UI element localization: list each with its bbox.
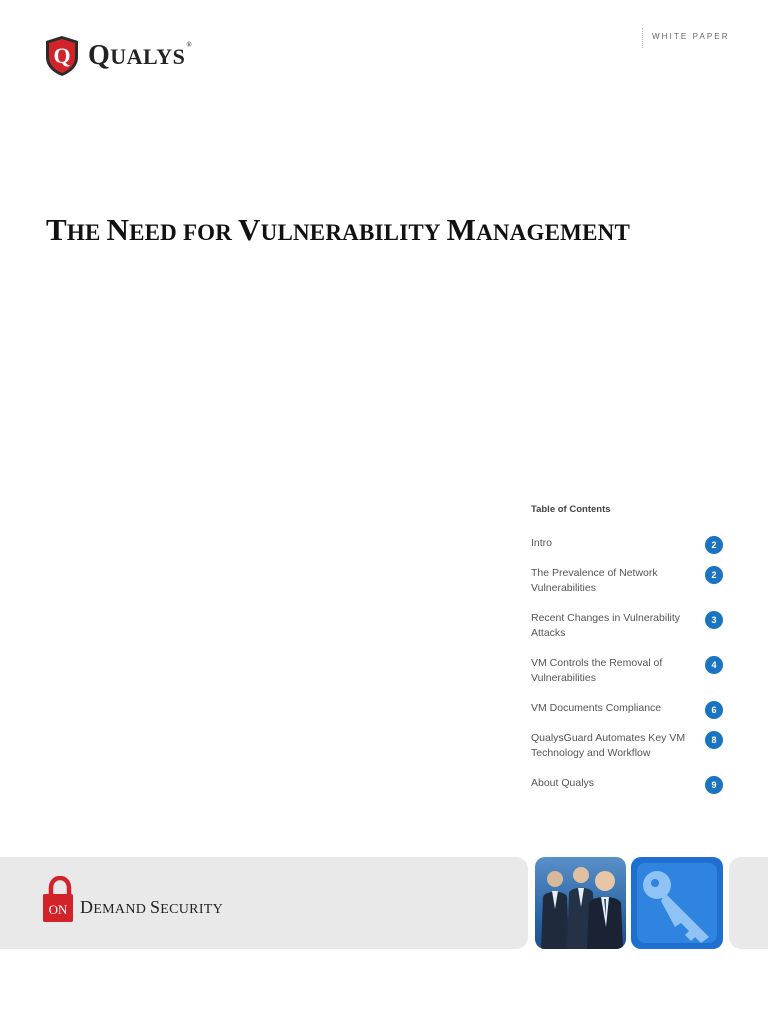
header-divider <box>642 28 643 48</box>
key-tile <box>631 857 723 949</box>
toc-item-label: Recent Changes in Vulnerability Attacks <box>531 612 681 639</box>
qualys-wordmark-rest: UALYS <box>110 44 186 69</box>
business-team-photo <box>535 857 626 949</box>
qualys-shield-letter: Q <box>53 43 71 68</box>
ods-cap: D <box>80 897 94 917</box>
title-word: EED <box>129 220 177 245</box>
toc-item-recent-changes[interactable] <box>531 611 723 656</box>
toc-item-intro[interactable] <box>531 536 723 566</box>
toc-heading: Table of Contents <box>531 504 611 515</box>
toc-page-badge: 2 <box>705 536 723 554</box>
title-cap: T <box>46 212 67 247</box>
white-paper-label: WHITE PAPER <box>652 32 730 41</box>
title-cap: V <box>238 212 261 247</box>
toc-page-badge: 8 <box>705 731 723 749</box>
toc-item-qualysguard[interactable] <box>531 731 723 776</box>
page-title <box>46 212 630 248</box>
toc-item-label: VM Controls the Removal of Vulnerabilities <box>531 657 663 684</box>
toc-item-label: About Qualys <box>531 777 595 789</box>
key-icon <box>631 857 723 949</box>
toc-item-vm-controls[interactable] <box>531 656 723 701</box>
ods-cap: S <box>149 897 161 917</box>
qualys-wordmark-initial: Q <box>88 40 111 71</box>
title-word: ANAGEMENT <box>476 220 630 245</box>
footer-band-end <box>729 857 768 949</box>
toc-item-prevalence[interactable] <box>531 566 723 611</box>
toc-item-label: Intro <box>531 537 553 549</box>
qualys-logo <box>44 35 192 77</box>
toc-page-badge: 3 <box>705 611 723 629</box>
on-demand-security-logo <box>42 876 223 924</box>
registered-mark: ® <box>186 41 193 49</box>
toc-list <box>531 536 723 806</box>
ods-word: EMAND <box>93 902 147 917</box>
title-word: ULNERABILITY <box>260 220 441 245</box>
title-word: HE <box>66 220 101 245</box>
toc-item-about[interactable] <box>531 776 723 806</box>
toc-page-badge: 4 <box>705 656 723 674</box>
qualys-wordmark <box>88 42 192 70</box>
padlock-icon <box>42 876 78 924</box>
padlock-on-label: ON <box>48 902 68 917</box>
ods-word: ECURITY <box>160 902 224 917</box>
toc-item-vm-documents[interactable] <box>531 701 723 731</box>
title-cap: M <box>446 212 477 247</box>
table-of-contents <box>531 504 723 806</box>
qualys-shield-icon <box>44 35 80 77</box>
title-word: FOR <box>182 220 233 245</box>
toc-page-badge: 2 <box>705 566 723 584</box>
business-team-illustration <box>535 857 626 949</box>
toc-item-label: QualysGuard Automates Key VM Technology and Workflow <box>531 732 686 759</box>
toc-item-label: VM Documents Compliance <box>531 702 662 714</box>
toc-page-badge: 6 <box>705 701 723 719</box>
toc-item-label: The Prevalence of Network Vulnerabilities <box>531 567 658 594</box>
on-demand-security-text <box>80 897 223 918</box>
title-cap: N <box>106 212 130 247</box>
toc-page-badge: 9 <box>705 776 723 794</box>
